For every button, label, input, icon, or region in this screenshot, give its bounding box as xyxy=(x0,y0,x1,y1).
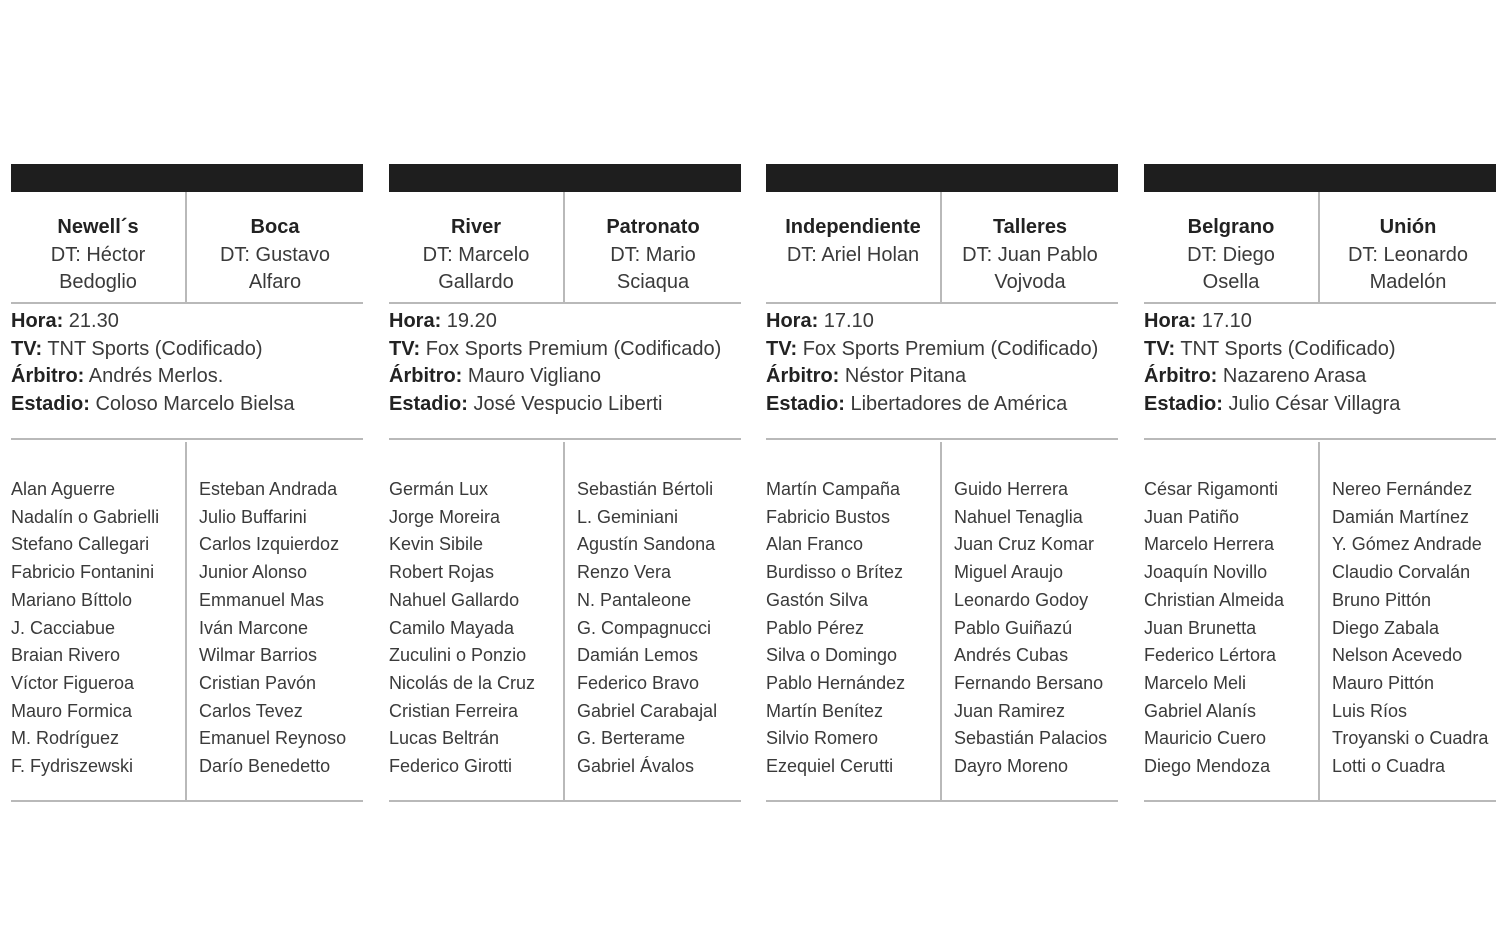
player-name: G. Compagnucci xyxy=(577,617,712,638)
tv-label: TV: xyxy=(1144,337,1176,360)
time-label: Hora: xyxy=(766,310,819,332)
tv-label: TV: xyxy=(389,337,421,360)
match-card xyxy=(1144,164,1496,802)
lineups xyxy=(11,442,363,802)
referee-value: Andrés Merlos. xyxy=(88,365,224,388)
player-name: Nadalín o Gabrielli xyxy=(11,506,160,527)
player-name: Damián Lemos xyxy=(577,645,699,666)
player-name: Fabricio Bustos xyxy=(766,506,891,527)
player-name: Mauro Pittón xyxy=(1332,672,1435,693)
lineups xyxy=(1144,442,1496,802)
player-name: Martín Benítez xyxy=(766,700,884,721)
player-name: Braian Rivero xyxy=(11,645,121,666)
stadium-label: Estadio: xyxy=(1144,393,1223,416)
match-tv xyxy=(1144,336,1496,364)
player-name: Y. Gómez Andrade xyxy=(1332,534,1482,555)
player-name: Diego Mendoza xyxy=(1144,756,1271,777)
match-card xyxy=(11,164,363,802)
card-header-bar xyxy=(766,164,1118,192)
player-name: Emmanuel Mas xyxy=(199,589,325,610)
player-name: Silvio Romero xyxy=(766,728,879,749)
player-name: Renzo Vera xyxy=(577,562,672,583)
player-name: Juan Patiño xyxy=(1144,506,1240,527)
player-name: Wilmar Barrios xyxy=(199,645,318,666)
player-name: Agustín Sandona xyxy=(577,534,716,555)
referee-label: Árbitro: xyxy=(766,365,840,388)
home-team-name: Independiente xyxy=(785,216,921,238)
player-name: Pablo Hernández xyxy=(766,672,906,693)
player-name: Federico Lértora xyxy=(1144,645,1277,666)
player-name: Dayro Moreno xyxy=(954,756,1069,777)
player-name: Mariano Bíttolo xyxy=(11,589,133,610)
player-name: Fernando Bersano xyxy=(954,672,1104,693)
player-name: Junior Alonso xyxy=(199,562,308,583)
match-time xyxy=(389,308,741,336)
player-name: Camilo Mayada xyxy=(389,617,515,638)
player-name: Robert Rojas xyxy=(389,562,495,583)
player-name: Gabriel Ávalos xyxy=(577,756,695,777)
referee-value: Nazareno Arasa xyxy=(1222,365,1367,388)
away-team-coach: DT: Juan Pablo Vojvoda xyxy=(962,243,1098,293)
stadium-label: Estadio: xyxy=(766,393,845,416)
player-name: Lucas Beltrán xyxy=(389,728,500,749)
away-lineup xyxy=(1320,442,1496,800)
time-value: 17.10 xyxy=(1201,310,1252,332)
away-team-name: Boca xyxy=(250,216,300,238)
player-name: Gastón Silva xyxy=(766,589,869,610)
home-lineup xyxy=(389,442,565,800)
tv-value: Fox Sports Premium (Codificado) xyxy=(425,337,722,360)
match-stadium xyxy=(11,391,363,419)
player-name: Silva o Domingo xyxy=(766,645,898,666)
player-name: G. Berterame xyxy=(577,728,686,749)
player-name: Víctor Figueroa xyxy=(11,672,135,693)
player-name: Mauro Formica xyxy=(11,700,133,721)
player-name: Darío Benedetto xyxy=(199,756,331,777)
home-team xyxy=(766,192,942,302)
player-name: Luis Ríos xyxy=(1332,700,1408,721)
away-team xyxy=(942,192,1118,302)
player-name: Mauricio Cuero xyxy=(1144,728,1267,749)
player-name: Pablo Pérez xyxy=(766,617,865,638)
player-name: Carlos Izquierdoz xyxy=(199,534,340,555)
referee-label: Árbitro: xyxy=(11,365,85,388)
home-team xyxy=(389,192,565,302)
player-name: Nahuel Tenaglia xyxy=(954,506,1083,527)
stadium-label: Estadio: xyxy=(11,393,90,416)
match-info xyxy=(11,304,363,440)
player-name: Sebastián Bértoli xyxy=(577,479,714,499)
match-tv xyxy=(11,336,363,364)
player-name: Juan Brunetta xyxy=(1144,617,1257,638)
player-name: Leonardo Godoy xyxy=(954,589,1089,610)
card-header-bar xyxy=(11,164,363,192)
match-referee xyxy=(766,363,1118,391)
away-lineup xyxy=(942,442,1118,800)
card-header-bar xyxy=(389,164,741,192)
home-team-coach: DT: Ariel Holan xyxy=(786,243,920,266)
player-name: César Rigamonti xyxy=(1144,479,1279,499)
match-referee xyxy=(389,363,741,391)
player-name: Diego Zabala xyxy=(1332,617,1440,638)
home-team-coach: DT: Héctor Bedoglio xyxy=(50,243,146,293)
player-name: Alan Aguerre xyxy=(11,479,116,499)
teams-row xyxy=(389,192,741,304)
away-team-name: Talleres xyxy=(992,216,1068,238)
player-name: Nicolás de la Cruz xyxy=(389,672,536,693)
player-name: Guido Herrera xyxy=(954,479,1069,499)
tv-value: TNT Sports (Codificado) xyxy=(1180,337,1396,360)
match-info xyxy=(1144,304,1496,440)
player-name: Sebastián Palacios xyxy=(954,728,1108,749)
player-name: Juan Ramirez xyxy=(954,700,1066,721)
home-lineup xyxy=(11,442,187,800)
player-name: Joaquín Novillo xyxy=(1144,562,1268,583)
stadium-value: José Vespucio Liberti xyxy=(473,393,663,416)
player-name: Nahuel Gallardo xyxy=(389,589,520,610)
match-stadium xyxy=(389,391,741,419)
player-name: Andrés Cubas xyxy=(954,645,1069,666)
player-name: Troyanski o Cuadra xyxy=(1332,728,1489,749)
tv-label: TV: xyxy=(11,337,43,360)
away-team-name: Unión xyxy=(1379,216,1437,238)
player-name: Miguel Araujo xyxy=(954,562,1064,583)
match-stadium xyxy=(766,391,1118,419)
player-name: Esteban Andrada xyxy=(199,479,338,499)
time-label: Hora: xyxy=(11,310,64,332)
teams-row xyxy=(1144,192,1496,304)
tv-value: TNT Sports (Codificado) xyxy=(47,337,263,360)
match-stadium xyxy=(1144,391,1496,419)
player-name: Fabricio Fontanini xyxy=(11,562,155,583)
card-header-bar xyxy=(1144,164,1496,192)
home-team-coach: DT: Diego Osella xyxy=(1187,243,1275,293)
player-name: Cristian Ferreira xyxy=(389,700,519,721)
match-time xyxy=(1144,308,1496,336)
time-value: 21.30 xyxy=(68,310,119,332)
match-referee xyxy=(1144,363,1496,391)
player-name: Germán Lux xyxy=(389,479,489,499)
lineups xyxy=(766,442,1118,802)
player-name: Damián Martínez xyxy=(1332,506,1470,527)
player-name: Marcelo Herrera xyxy=(1144,534,1275,555)
player-name: Emanuel Reynoso xyxy=(199,728,347,749)
player-name: Ezequiel Cerutti xyxy=(766,756,894,777)
home-team-name: Belgrano xyxy=(1187,216,1275,238)
time-value: 17.10 xyxy=(823,310,874,332)
tv-value: Fox Sports Premium (Codificado) xyxy=(802,337,1099,360)
player-name: Christian Almeida xyxy=(1144,589,1285,610)
player-name: Marcelo Meli xyxy=(1144,672,1247,693)
player-name: N. Pantaleone xyxy=(577,589,692,610)
away-lineup xyxy=(187,442,363,800)
stadium-label: Estadio: xyxy=(389,393,468,416)
away-team-name: Patronato xyxy=(606,216,700,238)
time-value: 19.20 xyxy=(446,310,497,332)
player-name: Burdisso o Brítez xyxy=(766,562,904,583)
player-name: J. Cacciabue xyxy=(11,617,116,638)
player-name: Nelson Acevedo xyxy=(1332,645,1463,666)
player-name: Lotti o Cuadra xyxy=(1332,756,1446,777)
player-name: F. Fydriszewski xyxy=(11,756,134,777)
player-name: Alan Franco xyxy=(766,534,864,555)
match-tv xyxy=(766,336,1118,364)
home-lineup xyxy=(1144,442,1320,800)
player-name: Federico Bravo xyxy=(577,672,700,693)
away-team xyxy=(187,192,363,302)
referee-label: Árbitro: xyxy=(1144,365,1218,388)
match-card xyxy=(389,164,741,802)
home-team-coach: DT: Marcelo Gallardo xyxy=(422,243,530,293)
player-name: Stefano Callegari xyxy=(11,534,150,555)
away-team xyxy=(1320,192,1496,302)
home-team xyxy=(11,192,187,302)
home-team xyxy=(1144,192,1320,302)
home-team-name: Newell´s xyxy=(57,216,139,238)
referee-value: Mauro Vigliano xyxy=(467,365,601,388)
player-name: Bruno Pittón xyxy=(1332,589,1432,610)
match-time xyxy=(766,308,1118,336)
player-name: Martín Campaña xyxy=(766,479,901,499)
away-team-coach: DT: Leonardo Madelón xyxy=(1347,243,1469,293)
player-name: Zuculini o Ponzio xyxy=(389,645,527,666)
match-time xyxy=(11,308,363,336)
stadium-value: Julio César Villagra xyxy=(1228,393,1401,416)
lineups xyxy=(389,442,741,802)
time-label: Hora: xyxy=(1144,310,1197,332)
match-info xyxy=(389,304,741,440)
referee-label: Árbitro: xyxy=(389,365,463,388)
player-name: Julio Buffarini xyxy=(199,506,307,527)
match-card xyxy=(766,164,1118,802)
player-name: L. Geminiani xyxy=(577,506,679,527)
player-name: Federico Girotti xyxy=(389,756,513,777)
away-team xyxy=(565,192,741,302)
teams-row xyxy=(766,192,1118,304)
player-name: Pablo Guiñazú xyxy=(954,617,1073,638)
player-name: Claudio Corvalán xyxy=(1332,562,1471,583)
teams-row xyxy=(11,192,363,304)
stadium-value: Coloso Marcelo Bielsa xyxy=(95,393,295,416)
tv-label: TV: xyxy=(766,337,798,360)
player-name: Carlos Tevez xyxy=(199,700,303,721)
player-name: Cristian Pavón xyxy=(199,672,317,693)
player-name: Juan Cruz Komar xyxy=(954,534,1095,555)
player-name: Iván Marcone xyxy=(199,617,309,638)
match-referee xyxy=(11,363,363,391)
stadium-value: Libertadores de América xyxy=(850,393,1068,416)
match-info xyxy=(766,304,1118,440)
away-lineup xyxy=(565,442,741,800)
away-team-coach: DT: Gustavo Alfaro xyxy=(219,243,331,293)
player-name: Kevin Sibile xyxy=(389,534,484,555)
referee-value: Néstor Pitana xyxy=(844,365,967,388)
away-team-coach: DT: Mario Sciaqua xyxy=(610,243,696,293)
player-name: M. Rodríguez xyxy=(11,728,120,749)
player-name: Nereo Fernández xyxy=(1332,479,1473,499)
time-label: Hora: xyxy=(389,310,442,332)
home-lineup xyxy=(766,442,942,800)
player-name: Gabriel Carabajal xyxy=(577,700,718,721)
player-name: Jorge Moreira xyxy=(389,506,501,527)
home-team-name: River xyxy=(450,216,502,238)
match-tv xyxy=(389,336,741,364)
player-name: Gabriel Alanís xyxy=(1144,700,1257,721)
